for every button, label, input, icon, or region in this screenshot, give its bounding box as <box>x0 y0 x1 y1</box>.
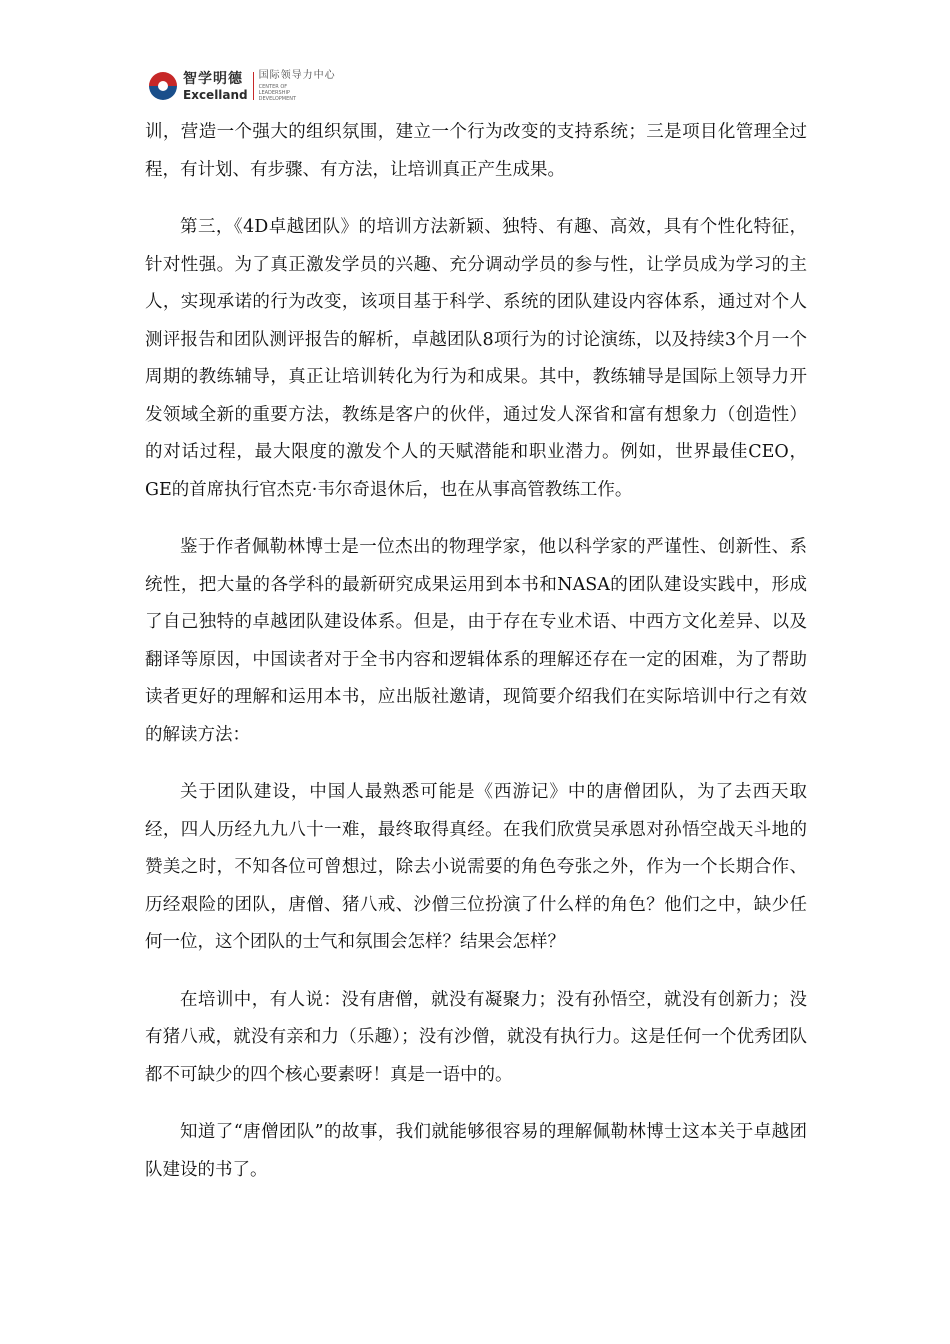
paragraph-5: 在培训中，有人说：没有唐僧，就没有凝聚力；没有孙悟空，就没有创新力；没有猪八戒，就没有亲和力（乐趣）；没有沙僧，就没有执行力。这是任何一个优秀团队都不可缺少的四个核心要素呀！真是一语中的。 <box>145 989 807 1085</box>
body-text <box>145 114 807 1209</box>
excelland-logo-icon <box>148 71 178 101</box>
paragraph-6: 知道了“唐僧团队”的故事，我们就能够很容易的理解佩勒林博士这本关于卓越团队建设的书了。 <box>145 1122 807 1180</box>
brand-divider <box>253 72 254 100</box>
center-name-cn: 国际领导力中心 <box>258 69 336 81</box>
brand-name-cn: 智学明德 <box>183 70 243 87</box>
page-header <box>148 68 336 104</box>
paragraph-1: 训，营造一个强大的组织氛围，建立一个行为改变的支持系统；三是项目化管理全过程，有计划、有步骤、有方法，让培训真正产生成果。 <box>145 122 807 180</box>
paragraph-2: 第三，《4D卓越团队》的培训方法新颖、独特、有趣、高效，具有个性化特征，针对性强。为了真正激发学员的兴趣、充分调动学员的参与性，让学员成为学习的主人，实现承诺的行为改变，该项目基于科学、系统的团队建设内容体系，通过对个人测评报告和团队测评报告的解析，卓越团队8项行为的讨论演练，以及持续3个月一个周期的教练辅导，真正让培训转化为行为和成果。其中，教练辅导是国际上领导力开发领域全新的重要方法，教练是客户的伙伴，通过发人深省和富有想象力（创造性）的对话过程，最大限度的激发个人的天赋潜能和职业潜力。例如，世界最佳CEO，GE的首席执行官杰克·韦尔奇退休后，也在从事高管教练工作。 <box>145 217 807 500</box>
brand-name <box>183 72 248 101</box>
paragraph-3: 鉴于作者佩勒林博士是一位杰出的物理学家，他以科学家的严谨性、创新性、系统性，把大量的各学科的最新研究成果运用到本书和NASA的团队建设实践中，形成了自己独特的卓越团队建设体系。但是，由于存在专业术语、中西方文化差异、以及翻译等原因，中国读者对于全书内容和逻辑体系的理解还存在一定的困难，为了帮助读者更好的理解和运用本书，应出版社邀请，现简要介绍我们在实际培训中行之有效的解读方法： <box>145 537 807 745</box>
center-name-en: CENTER OF LEADERSHIP DEVELOPMENT <box>258 83 297 102</box>
paragraph-4: 关于团队建设，中国人最熟悉可能是《西游记》中的唐僧团队，为了去西天取经，四人历经九九八十一难，最终取得真经。在我们欣赏吴承恩对孙悟空战天斗地的赞美之时，不知各位可曾想过，除去小说需要的角色夸张之外，作为一个长期合作、历经艰险的团队，唐僧、猪八戒、沙僧三位扮演了什么样的角色？他们之中，缺少任何一位，这个团队的士气和氛围会怎样？结果会怎样？ <box>145 782 807 952</box>
center-name <box>259 71 336 102</box>
brand-name-en: Excelland <box>183 87 248 102</box>
